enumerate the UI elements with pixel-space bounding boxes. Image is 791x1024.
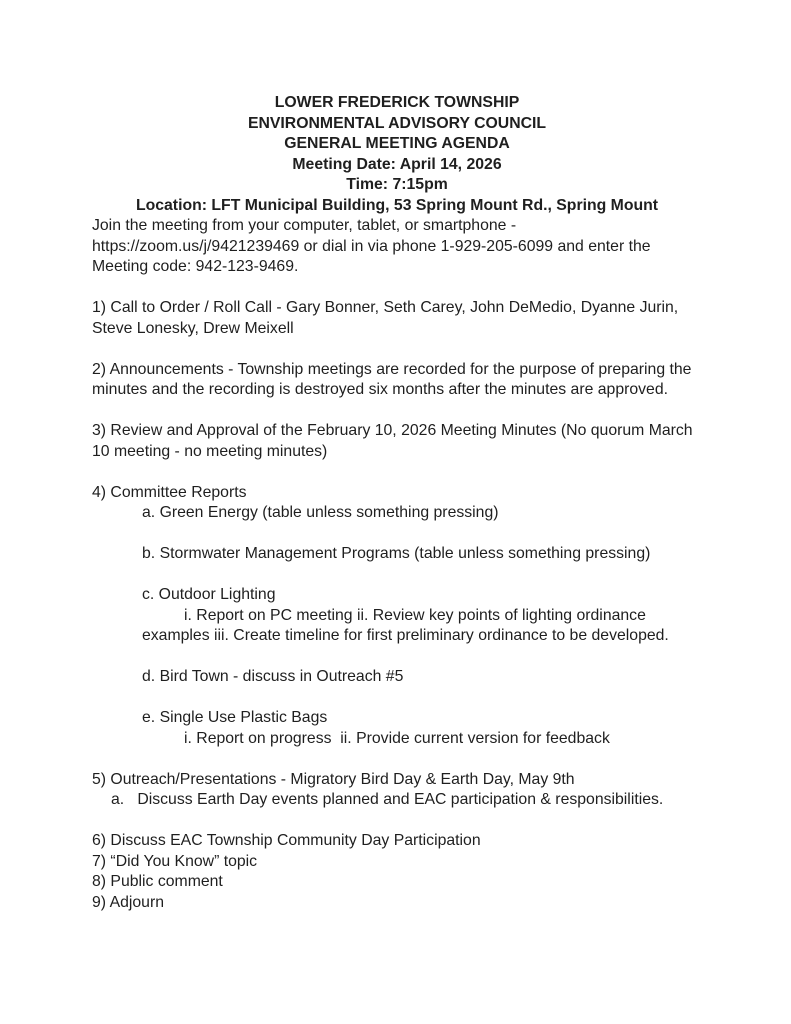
intro-line: https://zoom.us/j/9421239469 or dial in via phone 1-929-205-6099 and enter the [92,237,651,255]
agenda-block [92,298,702,339]
agenda-line: 1) Call to Order / Roll Call - Gary Bonner, Seth Carey, John DeMedio, Dyanne Jurin, [92,299,679,316]
intro-line: Meeting code: 942-123-9469. [92,258,299,275]
agenda-line: 3) Review and Approval of the February 10, 2026 Meeting Minutes (No quorum March [92,422,693,439]
intro-line: Join the meeting from your computer, tablet, or smartphone - [92,217,517,234]
header-line: ENVIRONMENTAL ADVISORY COUNCIL [247,114,547,132]
agenda-line: 10 meeting - no meeting minutes) [92,442,328,460]
agenda-line: e. Single Use Plastic Bags [142,709,328,726]
agenda-line: 6) Discuss EAC Township Community Day Participation [92,832,481,849]
agenda-block [92,421,702,462]
agenda-items [92,298,702,913]
agenda-line: Steve Lonesky, Drew Meixell [92,319,294,337]
agenda-line: a. Discuss Earth Day events planned and EAC participation & responsibilities. [111,791,664,808]
agenda-line: i. Report on PC meeting ii. Review key points of lighting ordinance [184,606,646,624]
document-header [92,93,702,216]
header-line: Time: 7:15pm [346,176,448,193]
agenda-block [92,544,702,565]
agenda-line: d. Bird Town - discuss in Outreach #5 [142,668,404,685]
agenda-line: minutes and the recording is destroyed six months after the minutes are approved. [92,381,669,398]
agenda-block [92,831,702,913]
agenda-block [92,483,702,524]
agenda-line: 8) Public comment [92,873,223,890]
agenda-block [92,667,702,688]
agenda-block [92,360,702,401]
agenda-line: 7) “Did You Know” topic [92,852,258,870]
agenda-line: i. Report on progress ii. Provide current version for feedback [184,729,610,747]
header-line: Meeting Date: April 14, 2026 [292,155,502,173]
agenda-line: a. Green Energy (table unless something pressing) [142,504,499,521]
header-line: Location: LFT Municipal Building, 53 Spring Mount Rd., Spring Mount [135,196,659,214]
agenda-block [92,585,702,647]
agenda-line: 2) Announcements - Township meetings are recorded for the purpose of preparing the [92,360,692,378]
agenda-line: b. Stormwater Management Programs (table unless something pressing) [142,545,651,562]
agenda-line: 4) Committee Reports [92,483,247,501]
document-content [92,93,702,913]
agenda-line: 5) Outreach/Presentations - Migratory Bird Day & Earth Day, May 9th [92,770,575,788]
meeting-join-info [92,216,702,278]
agenda-line: c. Outdoor Lighting [142,586,276,603]
agenda-line: examples iii. Create timeline for first preliminary ordinance to be developed. [142,627,669,644]
agenda-block [92,770,702,811]
header-line: LOWER FREDERICK TOWNSHIP [274,94,520,111]
header-line: GENERAL MEETING AGENDA [284,135,510,152]
agenda-line: 9) Adjourn [92,893,165,911]
agenda-block [92,708,702,749]
